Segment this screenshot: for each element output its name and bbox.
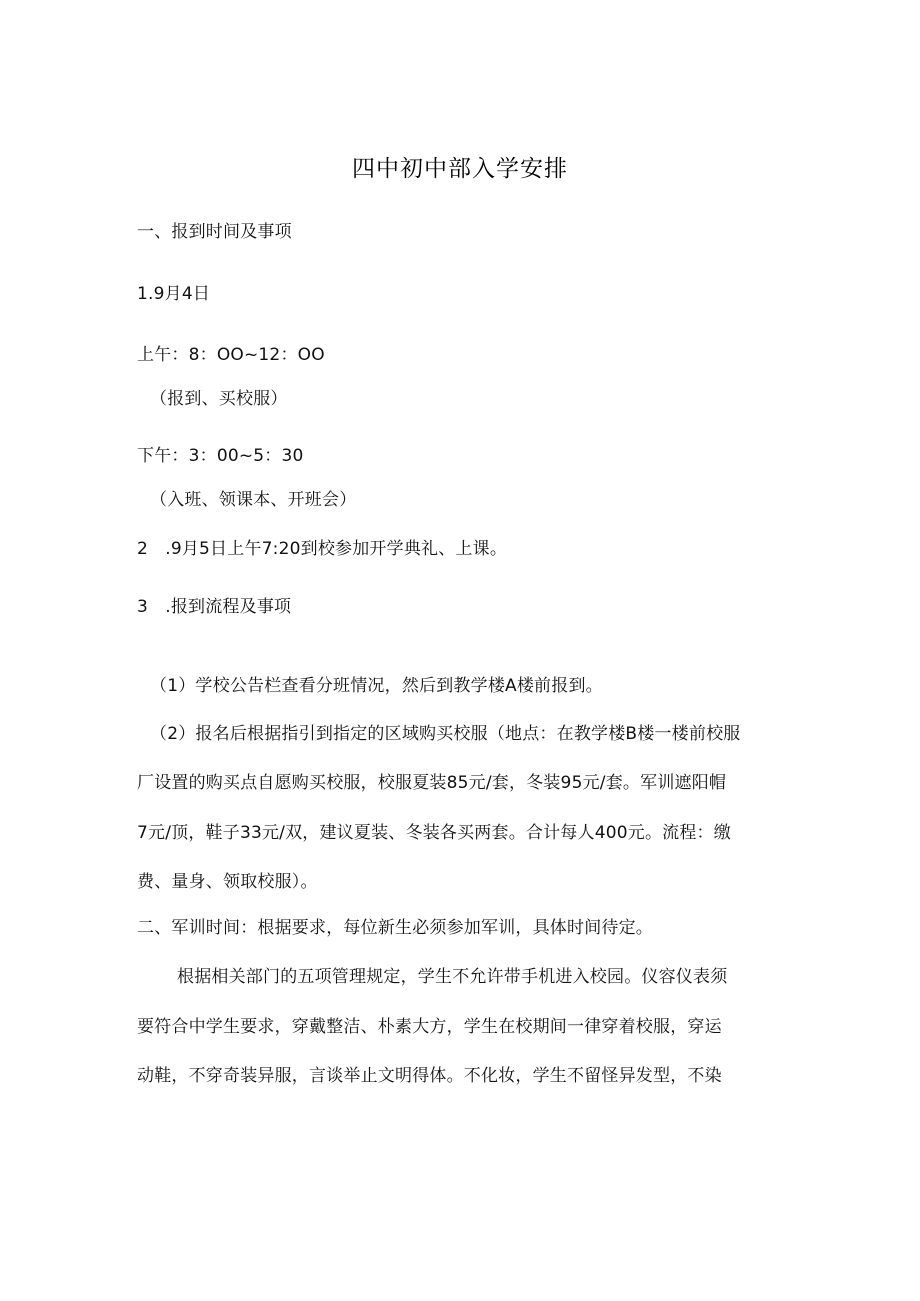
step-check-class: （1）学校公告栏查看分班情况，然后到教学楼A楼前报到。 <box>150 676 603 696</box>
step-uniform-line-1: （2）报名后根据指引到指定的区域购买校服（地点：在教学楼B楼一楼前校服 <box>150 724 741 744</box>
rules-line-3: 动鞋，不穿奇装异服，言谈举止文明得体。不化妆，学生不留怪异发型，不染 <box>137 1066 722 1086</box>
item-opening-ceremony: 2 .9月5日上午7:20到校参加开学典礼、上课。 <box>137 539 508 559</box>
page-title: 四中初中部入学安排 <box>352 156 568 182</box>
rules-line-2: 要符合中学生要求，穿戴整洁、朴素大方，学生在校期间一律穿着校服，穿运 <box>137 1017 722 1037</box>
item-registration-process: 3 .报到流程及事项 <box>137 597 292 617</box>
afternoon-note: （入班、领课本、开班会） <box>150 490 357 510</box>
rules-line-1: 根据相关部门的五项管理规定，学生不允许带手机进入校园。仪容仪表须 <box>177 967 728 987</box>
item-date: 1.9月4日 <box>137 284 211 304</box>
step-uniform-line-2: 厂设置的购买点自愿购买校服，校服夏装85元/套，冬装95元/套。军训遮阳帽 <box>137 773 727 793</box>
afternoon-time: 下午：3：00~5：30 <box>137 446 304 466</box>
morning-note: （报到、买校服） <box>150 389 288 409</box>
morning-time: 上午：8：OO~12：OO <box>137 345 325 365</box>
section-military-training: 二、军训时间：根据要求，每位新生必须参加军训，具体时间待定。 <box>137 918 653 938</box>
section-heading-registration: 一、报到时间及事项 <box>137 222 292 242</box>
step-uniform-line-3: 7元/顶，鞋子33元/双，建议夏装、冬装各买两套。合计每人400元。流程：缴 <box>137 823 731 843</box>
step-uniform-line-4: 费、量身、领取校服）。 <box>137 872 318 892</box>
